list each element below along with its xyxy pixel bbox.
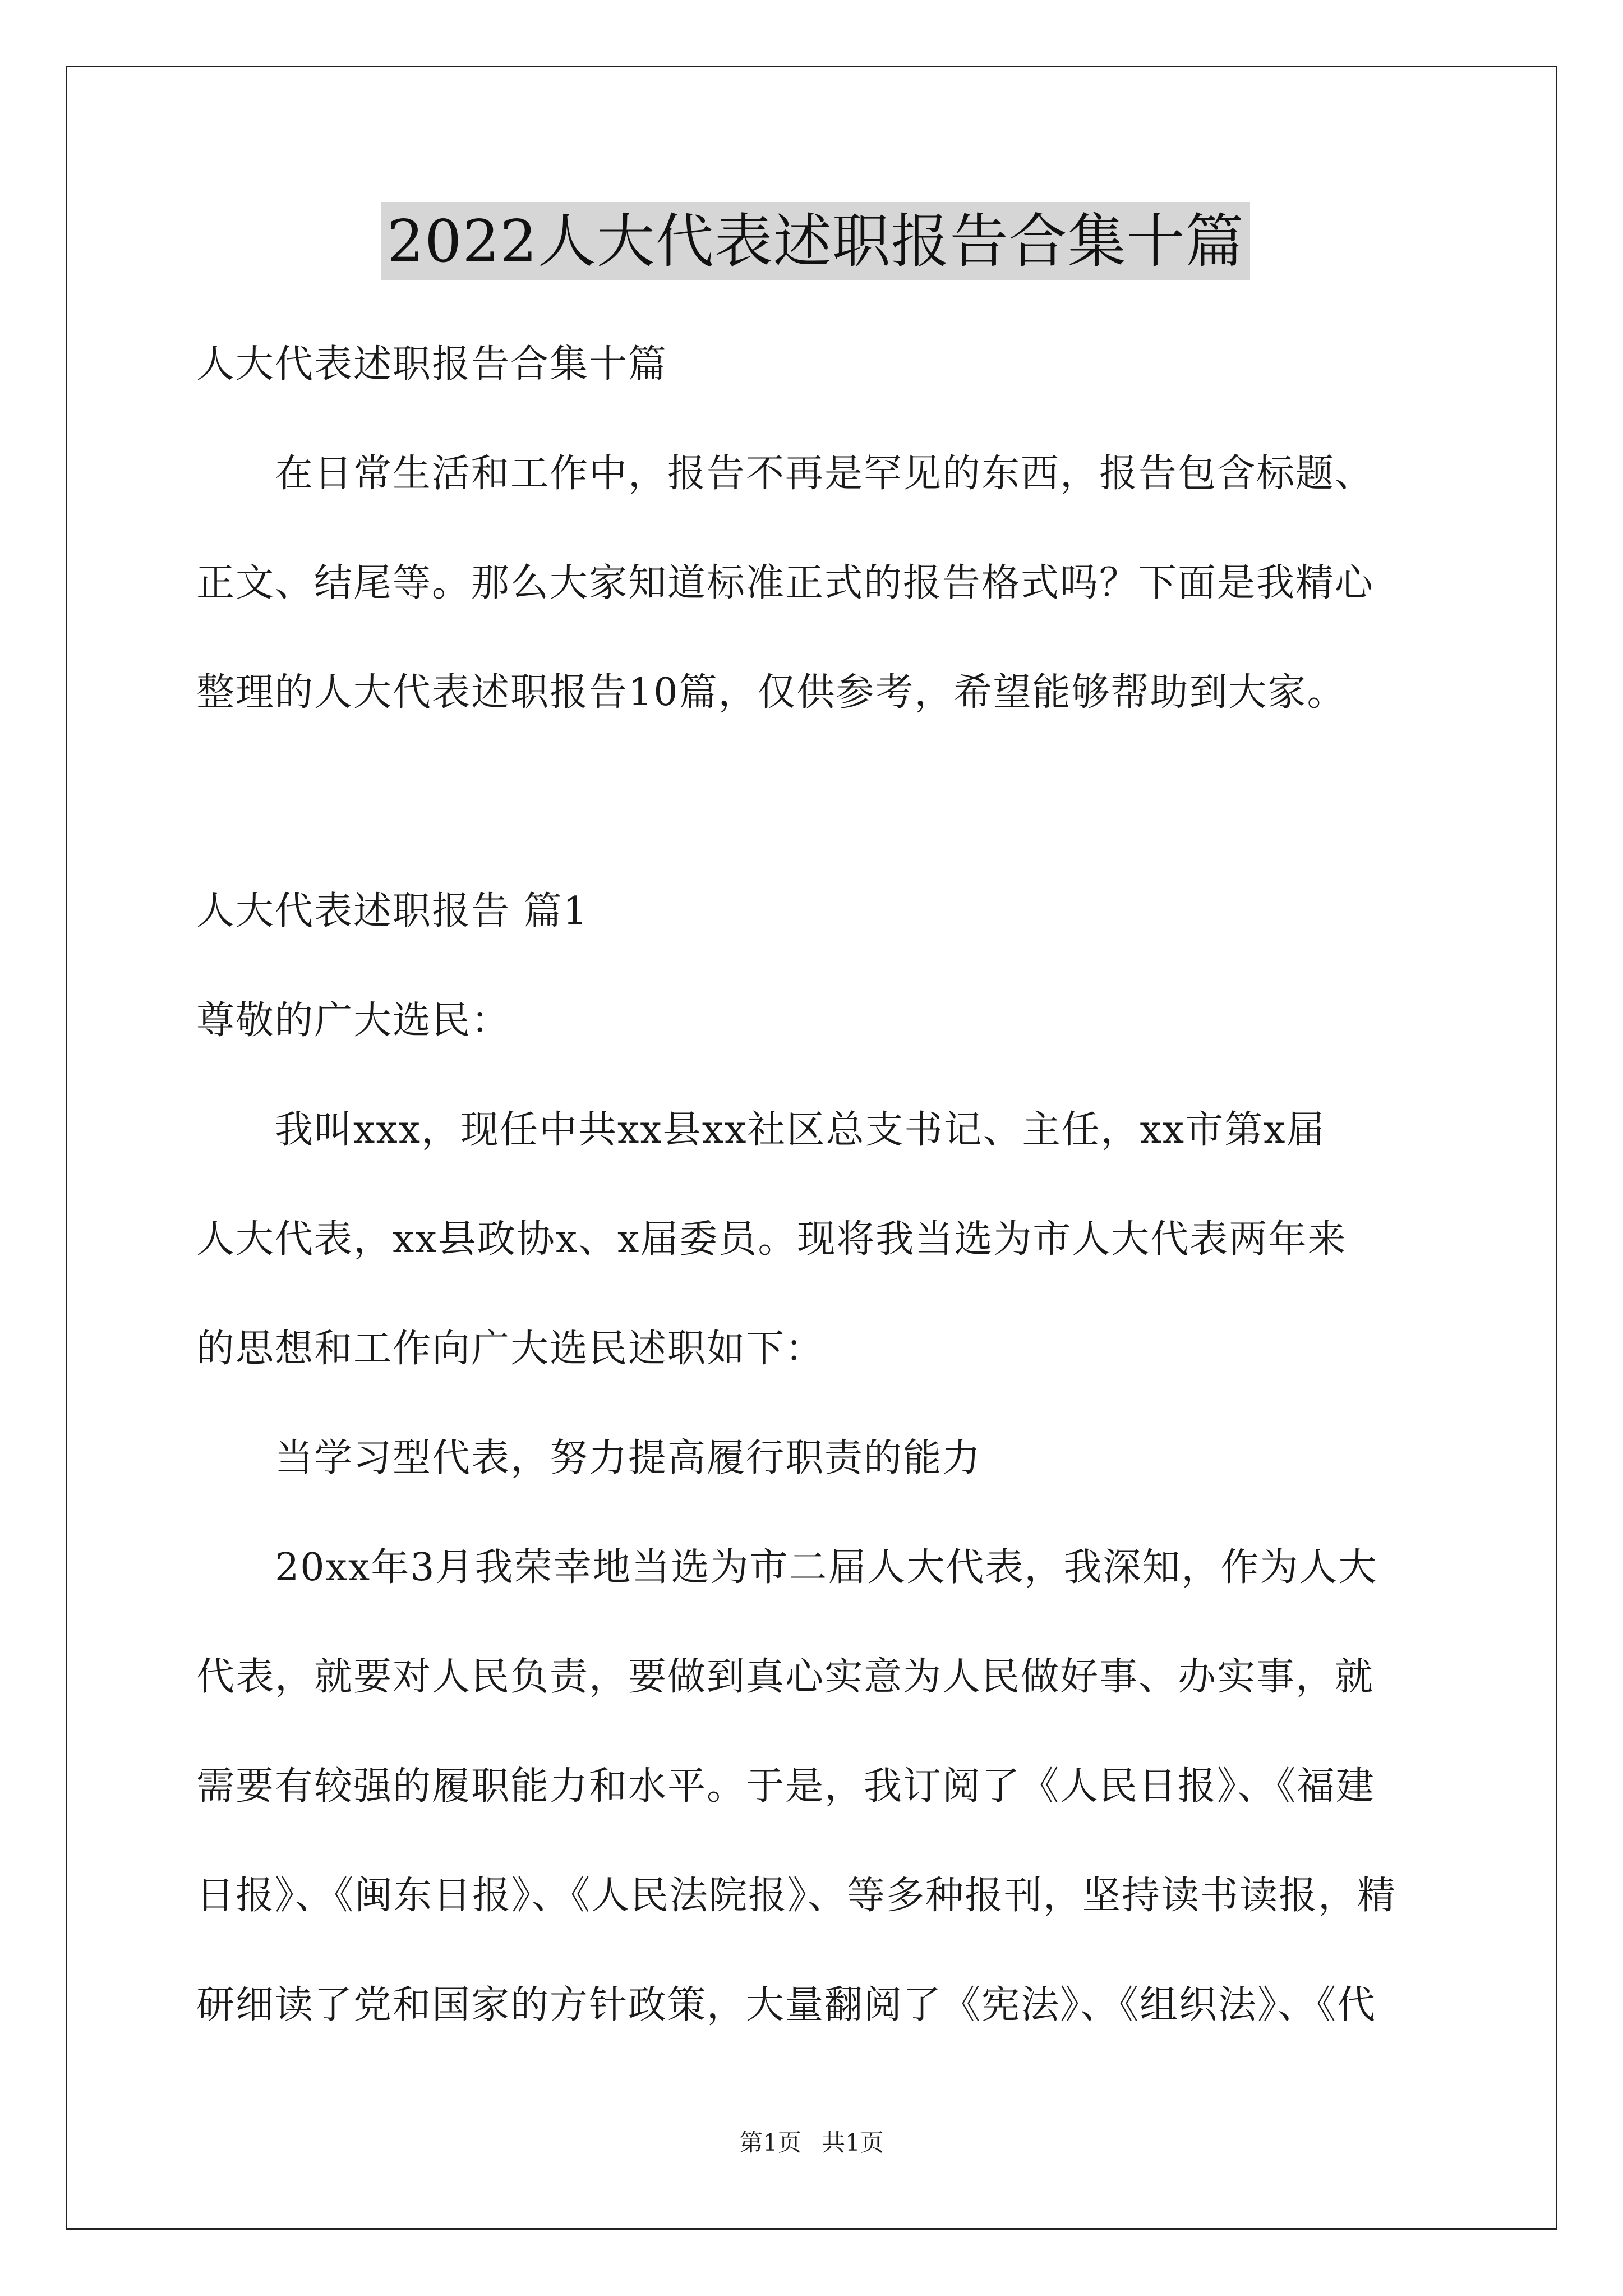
paragraph1-line-3: 的思想和工作向广大选民述职如下：: [196, 1327, 825, 1371]
paragraph1-line-1: 我叫xxx，现任中共xx县xx社区总支书记、主任，xx市第x届: [275, 1108, 1326, 1152]
paragraph2-line-2: 代表，就要对人民负责，要做到真心实意为人民做好事、办实事，就: [196, 1655, 1375, 1699]
salutation: 尊敬的广大选民：: [196, 999, 511, 1043]
paragraph2-line-5: 研细读了党和国家的方针政策，大量翻阅了《宪法》、《组织法》、《代: [196, 1983, 1377, 2027]
paragraph2-line-1: 20xx年3月我荣幸地当选为市二届人大代表，我深知，作为人大: [275, 1545, 1378, 1590]
intro-line-3: 整理的人大代表述职报告10篇，仅供参考，希望能够帮助到大家。: [196, 670, 1347, 715]
document-title: 2022人大代表述职报告合集十篇: [381, 202, 1250, 280]
paragraph2-line-4: 日报》、《闽东日报》、《人民法院报》、等多种报刊，坚持读书读报，精: [196, 1874, 1397, 1918]
page-total: 共1页: [822, 2129, 884, 2156]
paragraph1-line-2: 人大代表，xx县政协x、x届委员。现将我当选为市人大代表两年来: [196, 1217, 1347, 1262]
subtitle: 人大代表述职报告合集十篇: [196, 342, 668, 386]
intro-line-1: 在日常生活和工作中，报告不再是罕见的东西，报告包含标题、: [275, 452, 1375, 496]
page-number: 第1页: [739, 2129, 801, 2156]
subheading: 当学习型代表，努力提高履行职责的能力: [275, 1436, 982, 1480]
intro-line-2: 正文、结尾等。那么大家知道标准正式的报告格式吗？下面是我精心: [196, 561, 1375, 605]
section-heading: 人大代表述职报告 篇1: [196, 889, 588, 933]
page-footer: [0, 2126, 1623, 2160]
paragraph2-line-3: 需要有较强的履职能力和水平。于是，我订阅了《人民日报》、《福建: [196, 1764, 1376, 1809]
